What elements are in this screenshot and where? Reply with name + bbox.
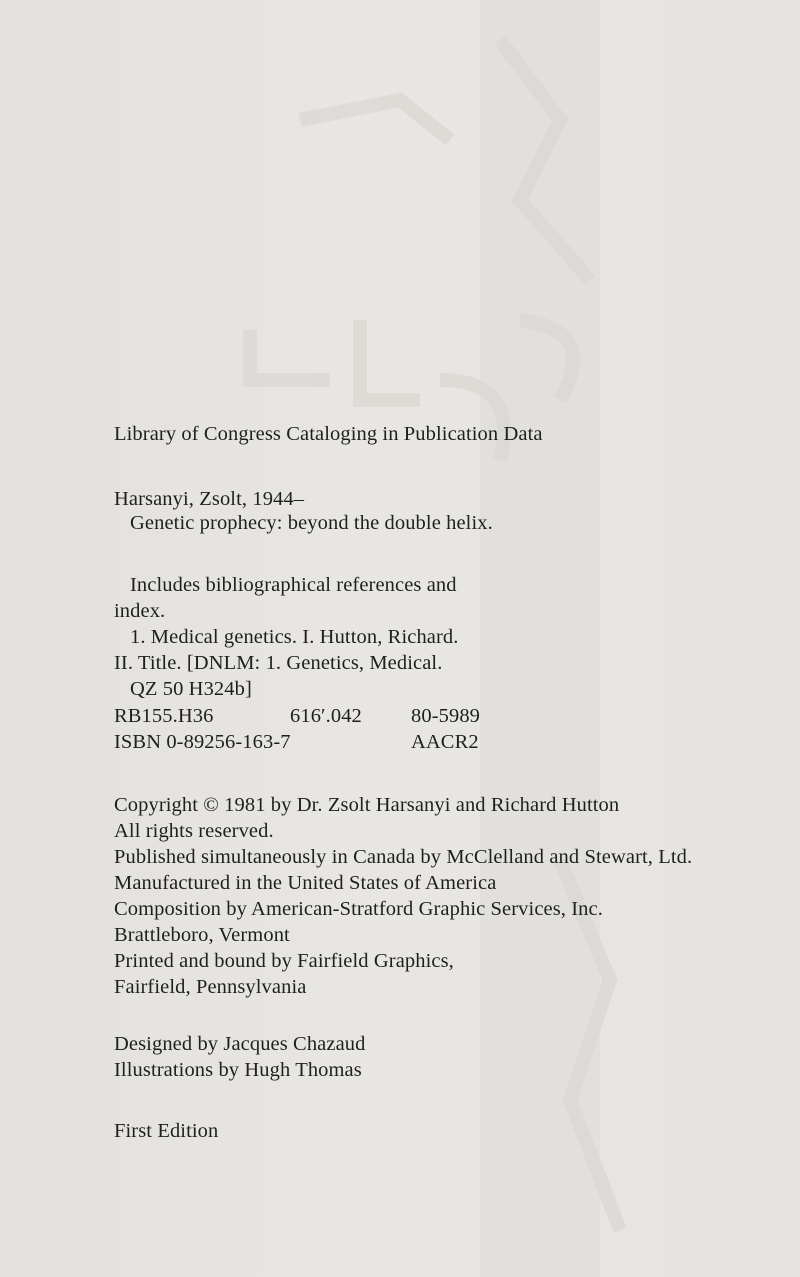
manufacture-note: Manufactured in the United States of America: [114, 872, 497, 894]
copyright-notice: Copyright © 1981 by Dr. Zsolt Harsanyi and Richard Hutton: [114, 794, 620, 816]
catalog-lc-class: RB155.H36: [114, 705, 214, 727]
catalog-nlm-class: QZ 50 H324b]: [130, 678, 252, 700]
catalog-isbn: ISBN 0-89256-163-7: [114, 731, 291, 753]
composition-note: Composition by American-Stratford Graphic Services, Inc.: [114, 898, 603, 920]
catalog-lccn: 80-5989: [411, 705, 481, 727]
rights-statement: All rights reserved.: [114, 820, 274, 842]
catalog-subjects: 1. Medical genetics. I. Hutton, Richard.: [130, 626, 459, 648]
catalog-author: Harsanyi, Zsolt, 1944–: [114, 488, 305, 510]
publication-note: Published simultaneously in Canada by McClelland and Stewart, Ltd.: [114, 846, 693, 868]
catalog-rules: AACR2: [411, 731, 479, 753]
printing-note: Printed and bound by Fairfield Graphics,: [114, 950, 454, 972]
edition-statement: First Edition: [114, 1120, 219, 1142]
catalog-dewey: 616′.042: [290, 705, 362, 727]
catalog-note-continued: index.: [114, 600, 166, 622]
composition-place: Brattleboro, Vermont: [114, 924, 290, 946]
catalog-note: Includes bibliographical references and: [130, 574, 457, 596]
printing-place: Fairfield, Pennsylvania: [114, 976, 307, 998]
catalog-subjects-continued: II. Title. [DNLM: 1. Genetics, Medical.: [114, 652, 443, 674]
designer-credit: Designed by Jacques Chazaud: [114, 1033, 366, 1055]
catalog-title: Genetic prophecy: beyond the double helix.: [130, 512, 493, 534]
cip-heading: Library of Congress Cataloging in Publication Data: [114, 423, 543, 445]
illustration-credit: Illustrations by Hugh Thomas: [114, 1059, 362, 1081]
